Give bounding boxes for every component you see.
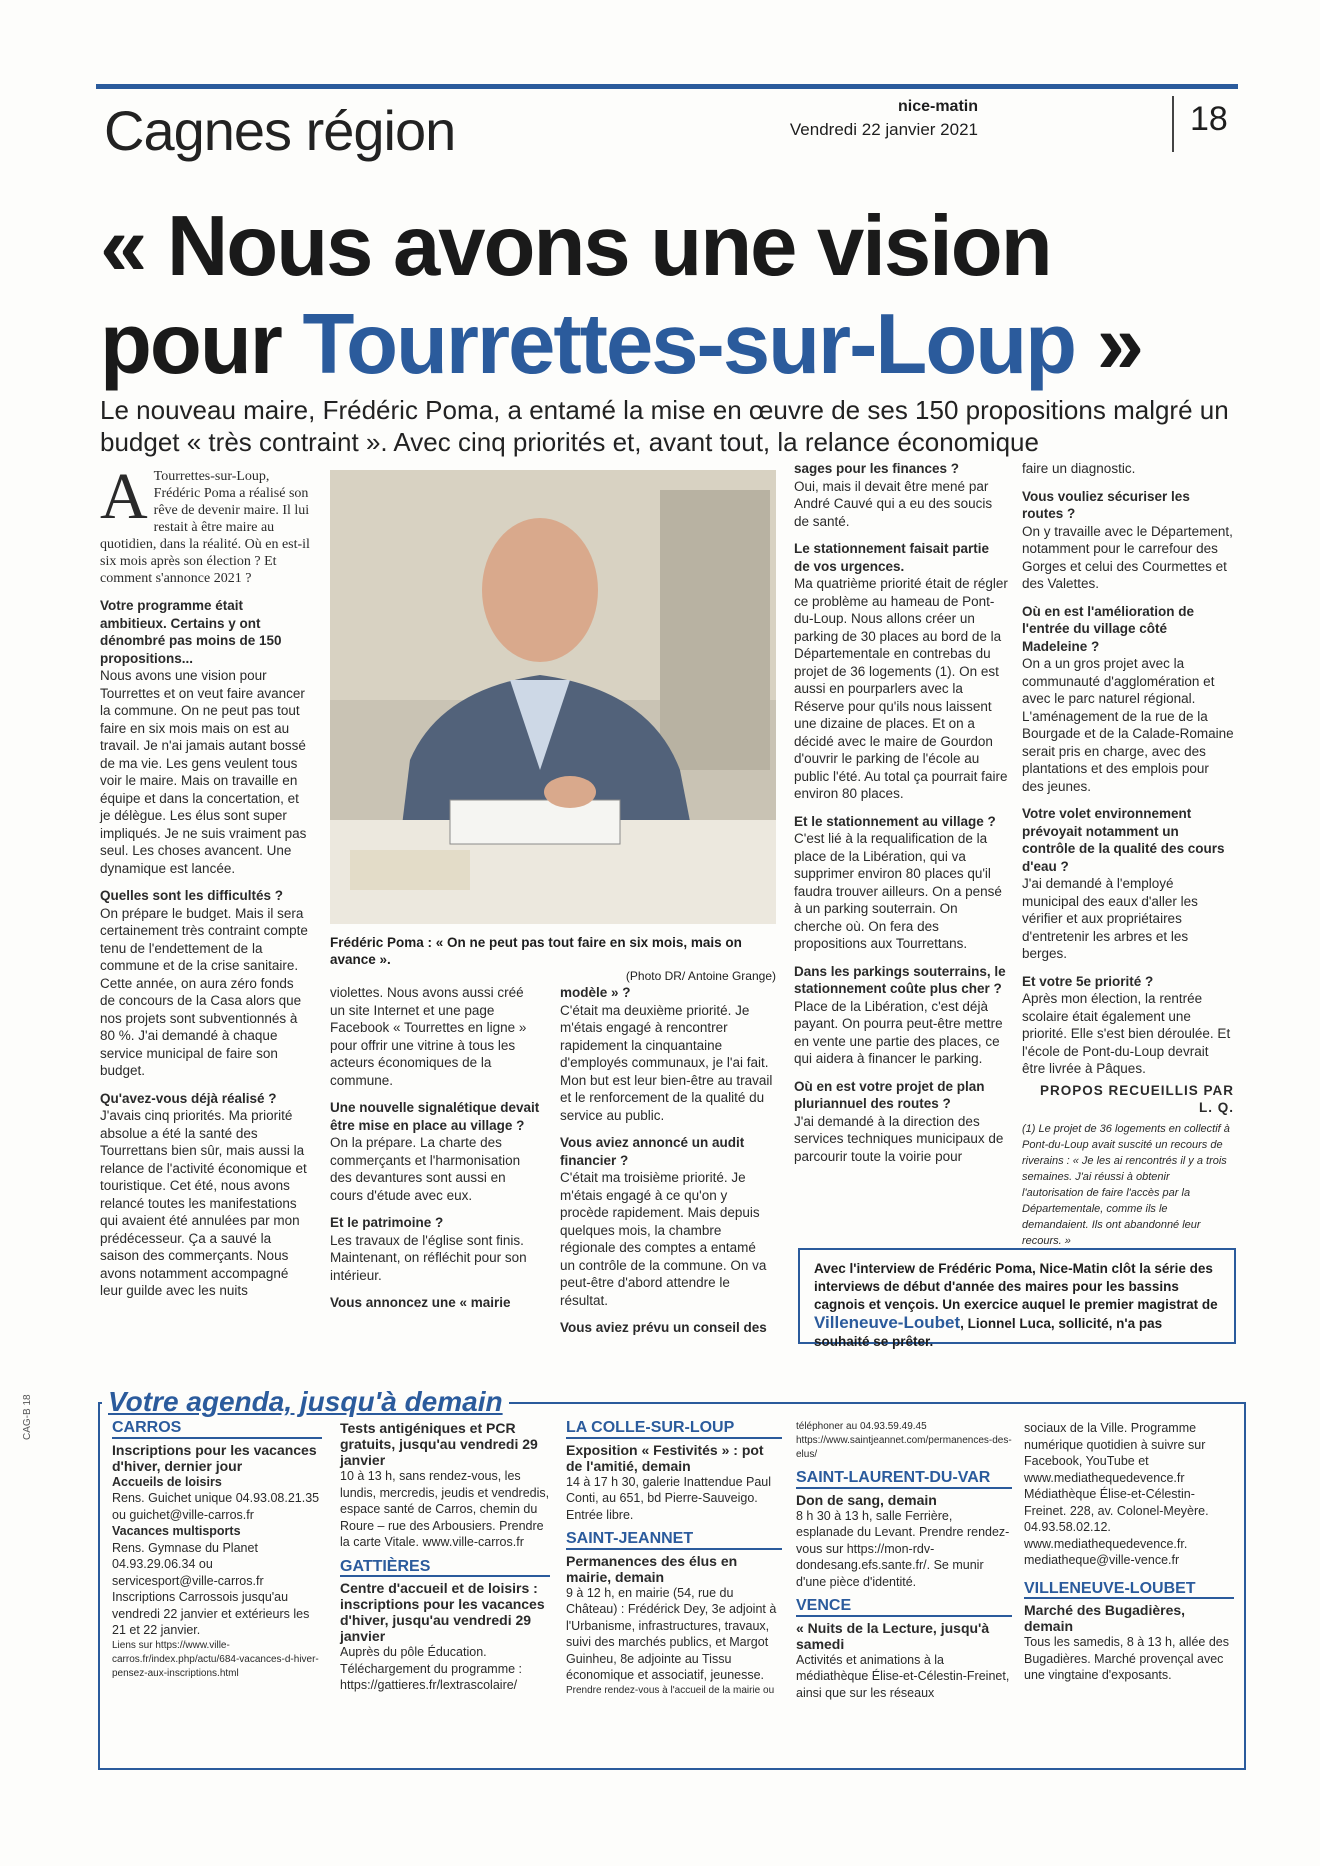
answer: C'était ma troisième priorité. Je m'étais engagé à ce qu'on y procède rapidement. Mais depuis quelques mois, la chambre régionale des comptes a entamé un contrôle de la commune. On va peut-être d'abord attendre le résultat.	[560, 1170, 767, 1308]
answer: On a un gros projet avec la communauté d'agglomération et avec le parc naturel régional. L'aménagement de la rue de la Bourgade et de la Calade-Romaine serait pris en charge, avec des plantations et des emplois pour des jeunes.	[1022, 656, 1234, 794]
question: Où en est l'amélioration de l'entrée du village côté Madeleine ?	[1022, 603, 1194, 654]
agenda-event: Centre d'accueil et de loisirs : inscriptions pour les vacances d'hiver, jusqu'au vendredi 29 janvier	[340, 1580, 545, 1644]
answer: Après mon élection, la rentrée scolaire était également une priorité. Elle s'est bien déroulée. Et l'école de Pont-du-Loup devrait être livrée à Pâques.	[1022, 991, 1231, 1076]
qa-block	[560, 1134, 774, 1309]
question: Vous aviez annoncé un audit financier ?	[560, 1135, 745, 1168]
headline-line-2	[100, 296, 1142, 394]
answer-continued: faire un diagnostic.	[1022, 461, 1136, 476]
qa-block	[100, 1090, 312, 1300]
header-divider	[1172, 96, 1174, 152]
answer: Les travaux de l'église sont finis. Maintenant, on réfléchit pour son intérieur.	[330, 1232, 527, 1283]
footnote: (1) Le projet de 36 logements en collectif à Pont-du-Loup avait suscité un recours de riverains : « Je les ai rencontrés il y a trois semaines. J'ai réussi à obtenir l'autorisation de faire l'accès par la Départementale, comme ils le demandaient. Ils ont abandonné leur recours. »	[1022, 1122, 1230, 1247]
agenda-column-2	[340, 1420, 550, 1694]
qa-block	[100, 597, 312, 877]
drop-cap: A	[100, 460, 148, 533]
headline-town: Tourrettes-sur-Loup	[302, 297, 1076, 392]
answer: Nous avons une vision pour Tourrettes et on veut faire avancer la commune. On ne peut pas tout faire en six mois mais on est au travail. Je n'ai jamais autant bossé de ma vie. Les gens veulent tous voir le maire. Mais on travaille en équipe et dans la concertation, et je délègue. Les élus sont super impliqués. Je ne suis vraiment pas seul. Les choses avancent. Une dynamique est lancée.	[100, 668, 307, 876]
question: Votre programme était ambitieux. Certains y ont dénombré pas moins de 150 propositions...	[100, 598, 282, 666]
agenda-event: Inscriptions pour les vacances d'hiver, dernier jour	[112, 1441, 317, 1474]
agenda-town: VILLENEUVE-LOUBET	[1024, 1581, 1234, 1600]
agenda-town: GATTIÈRES	[340, 1559, 550, 1578]
answer: J'ai demandé à l'employé municipal des eaux d'aller les vérifier et aux propriétaires d'entretenir les arbres et les berges.	[1022, 876, 1198, 961]
agenda-small-text: Prendre rendez-vous à l'accueil de la mairie ou	[566, 1684, 775, 1696]
qa-block	[1022, 973, 1234, 1078]
agenda-column-5	[1024, 1420, 1234, 1684]
question: Vous aviez prévu un conseil des	[560, 1320, 767, 1335]
qa-block	[1022, 805, 1234, 963]
question: sages pour les finances ?	[794, 461, 960, 476]
agenda-town: VENCE	[796, 1598, 1012, 1617]
article-column-2	[330, 984, 540, 1322]
qa-block	[794, 963, 1008, 1068]
qa-block	[1022, 488, 1234, 593]
answer: On la prépare. La charte des commerçants et l'harmonisation des devantures sont aussi en cours d'étude avec eux.	[330, 1135, 521, 1203]
qa-block	[560, 1319, 774, 1337]
question: modèle » ?	[560, 985, 631, 1000]
agenda-column-4	[796, 1420, 1012, 1701]
section-title: Cagnes région	[104, 99, 456, 162]
agenda-subtitle: Vacances multisports	[112, 1524, 241, 1538]
article-column-4	[794, 460, 1008, 1175]
qa-block	[560, 984, 774, 1124]
top-rule	[96, 84, 1238, 89]
question: Et votre 5e priorité ?	[1022, 973, 1154, 989]
newspaper-name: nice-matin	[897, 98, 978, 115]
series-note-box	[798, 1248, 1236, 1349]
agenda-column-3	[566, 1420, 782, 1698]
qa-block	[330, 1214, 540, 1284]
headline-suffix: »	[1075, 297, 1142, 392]
headline-line-1: « Nous avons une vision	[100, 199, 1051, 294]
agenda-text: Rens. Gymnase du Planet 04.93.29.06.34 ou servicesport@ville-carros.fr Inscriptions Carrossois jusqu'au vendredi 22 janvier et extérieurs les 21 et 22 janvier.	[112, 1540, 310, 1637]
question: Et le stationnement au village ?	[794, 813, 996, 829]
agenda-text: 14 à 17 h 30, galerie Inattendue Paul Conti, au 651, bd Pierre-Sauveigo. Entrée libre.	[566, 1474, 772, 1522]
answer: Place de la Libération, c'est déjà payant. On pourra peut-être mettre en vente une partie des places, ce qui aidera à financer le parking.	[794, 998, 1003, 1066]
answer: J'avais cinq priorités. Ma priorité absolue a été la santé des Tourrettans bien sûr, mais aussi la relance de l'activité économique et touristique. Cet été, nous avons relancé toutes les manifestations qui avaient été annulées par mon prédécesseur. Ça a sauvé la saison des commerçants. Nous avons notamment accompagné leur guilde avec les nuits	[100, 1108, 307, 1298]
answer: C'est lié à la requalification de la place de la Libération, qui va supprimer environ 80 places qu'il faudra trouver ailleurs. On a pensé à un parking souterrain. On cherche où. On fera des propositions aux Tourrettans.	[794, 831, 1002, 951]
answer: On y travaille avec le Département, notamment pour le carrefour des Gorges et celui des Courmettes et des Valettes.	[1022, 523, 1233, 591]
question: Une nouvelle signalétique devait être mise en place au village ?	[330, 1100, 540, 1133]
caption-text: Frédéric Poma : « On ne peut pas tout faire en six mois, mais on avance ».	[330, 935, 742, 967]
answer: Ma quatrième priorité était de régler ce problème au hameau de Pont-du-Loup. Nous allons créer un parking de 30 places au bord de la Départementale en contrebas du projet de 36 logements (1). On est aussi en pourparlers avec la Réserve pour qu'ils nous laissent une dizaine de places. Et on a décidé avec le maire de Gourdon d'ouvrir le parking de l'école au public l'été. Au total ça pourrait faire environ 80 places.	[794, 576, 1008, 801]
question: Où en est votre projet de plan pluriannuel des routes ?	[794, 1078, 985, 1111]
question: Dans les parkings souterrains, le stationnement coûte plus cher ?	[794, 963, 1006, 996]
qa-block	[794, 540, 1008, 803]
agenda-text: 8 h 30 à 13 h, salle Ferrière, esplanade du Levant. Prendre rendez-vous sur https://mon-rdv-dondesang.efs.sante.fr/. Se munir d'une pièce d'identité.	[796, 1508, 1010, 1589]
answer: On prépare le budget. Mais il sera certainement très contraint compte tenu de l'endettement de la commune et de la crise sanitaire. Cette année, on aura zéro fonds de concours de la Casa alors que nos projets sont subventionnés à 80 %. J'ai demandé à chaque service municipal de faire son budget.	[100, 905, 308, 1078]
photo-caption	[330, 934, 776, 985]
question: Et le patrimoine ?	[330, 1215, 444, 1230]
box-town: Villeneuve-Loubet	[814, 1313, 961, 1332]
article-column-5	[1022, 460, 1234, 1259]
box-text: Avec l'interview de Frédéric Poma, Nice-Matin clôt la série des interviews de début d'année des maires pour les bassins cagnois et vençois. Un exercice auquel le premier magistrat de	[814, 1261, 1218, 1312]
agenda-column-1	[112, 1420, 322, 1681]
standfirst: Le nouveau maire, Frédéric Poma, a entamé la mise en œuvre de ses 150 propositions malgré un budget « très contraint ». Avec cinq priorités et, avant tout, la relance économique	[100, 395, 1229, 457]
agenda-text: Activités et animations à la médiathèque Élise-et-Célestin-Freinet, ainsi que sur les réseaux	[796, 1652, 1010, 1700]
agenda-text: 9 à 12 h, en mairie (54, rue du Château) : Frédérick Dey, 3e adjoint à l'Urbanisme, infrastructures, travaux, suivi des marchés publics, et Margot Guinheu, 8e adjointe au Tissu économique et associatif, jeunesse.	[566, 1585, 777, 1682]
agenda-event: Don de sang, demain	[796, 1491, 937, 1508]
mayor-photo-illustration	[330, 470, 776, 924]
intro-text: Tourrettes-sur-Loup, Frédéric Poma a réalisé son rêve de devenir maire. Il lui restait à être maire au quotidien, dans la réalité. Où en est-il six mois après son élection ? Et comment s'annonce 2021 ?	[100, 469, 310, 586]
qa-block	[794, 460, 1008, 530]
photo-credit: (Photo DR/ Antoine Grange)	[625, 969, 776, 983]
qa-block	[330, 1294, 540, 1312]
margin-code: CAG-B 18	[22, 1394, 33, 1440]
qa-block	[1022, 603, 1234, 796]
question: Votre volet environnement prévoyait notamment un contrôle de la qualité des cours d'eau ?	[1022, 806, 1225, 874]
agenda-subtitle: Accueils de loisirs	[112, 1474, 222, 1489]
agenda-town: CARROS	[112, 1420, 322, 1439]
page-number: 18	[1190, 100, 1228, 138]
qa-block	[330, 1099, 540, 1204]
agenda-town: SAINT-LAURENT-DU-VAR	[796, 1470, 1012, 1489]
agenda-event: Tests antigéniques et PCR gratuits, jusqu'au vendredi 29 janvier	[340, 1420, 538, 1468]
agenda-text: Tous les samedis, 8 à 13 h, allée des Bugadières. Marché provençal avec une vingtaine d'exposants.	[1024, 1635, 1229, 1682]
issue-date: Vendredi 22 janvier 2021	[789, 120, 978, 139]
agenda-town: SAINT-JEANNET	[566, 1531, 782, 1550]
answer-continued: violettes. Nous avons aussi créé un site Internet et une page Facebook « Tourrettes en ligne » pour offrir une vitrine à tous les acteurs économiques de la commune.	[330, 985, 527, 1088]
box-text-end: , Lionnel Luca, sollicité, n'a pas souhaité se prêter.	[814, 1316, 1163, 1349]
byline: PROPOS RECUEILLIS PAR L. Q.	[1039, 1082, 1234, 1115]
article-column-3	[560, 984, 774, 1347]
agenda-text: Rens. Guichet unique 04.93.08.21.35 ou guichet@ville-carros.fr	[112, 1491, 320, 1522]
answer: J'ai demandé à la direction des services techniques municipaux de parcourir toute la voirie pour	[794, 1113, 1004, 1164]
agenda-small-text: téléphoner au 04.93.59.49.45 https://www.saintjeannet.com/permanences-des-elus/	[796, 1421, 1012, 1460]
agenda-event: « Nuits de la Lecture, jusqu'à samedi	[796, 1619, 990, 1652]
agenda-text: 10 à 13 h, sans rendez-vous, les lundis, mercredis, jeudis et vendredis, espace santé de Carros, chemin du Roure – rue des Arbousiers. Prendre la carte Vitale. www.ville-carros.fr	[340, 1469, 550, 1549]
qa-block	[100, 887, 312, 1080]
article-column-1	[100, 460, 312, 1310]
agenda-event: Exposition « Festivités » : pot de l'amitié, demain	[566, 1441, 764, 1474]
question: Qu'avez-vous déjà réalisé ?	[100, 1090, 277, 1106]
answer: Oui, mais il devait être mené par André Cauvé qui a eu des soucis de santé.	[794, 478, 993, 529]
agenda-title: Votre agenda, jusqu'à demain	[102, 1386, 509, 1418]
qa-block	[794, 813, 1008, 953]
mayor-photo	[330, 470, 776, 924]
intro-paragraph	[100, 460, 312, 587]
headline-prefix: pour	[100, 297, 303, 392]
agenda-text: Auprès du pôle Éducation. Téléchargement du programme : https://gattieres.fr/lextrascolaire/	[340, 1645, 523, 1692]
question: Le stationnement faisait partie de vos urgences.	[794, 541, 990, 574]
question: Vous vouliez sécuriser les routes ?	[1022, 488, 1190, 521]
question: Quelles sont les difficultés ?	[100, 888, 284, 903]
agenda-text: sociaux de la Ville. Programme numérique quotidien à suivre sur Facebook, YouTube et www.mediathequedevence.fr Médiathèque Élise-et-Célestin-Freinet. 228, av. Colonel-Meyère. 04.93.58.02.12. www.mediathequedevence.fr. mediatheque@ville-vence.fr	[1024, 1421, 1209, 1567]
agenda-town: LA COLLE-SUR-LOUP	[566, 1420, 782, 1439]
answer: C'était ma deuxième priorité. Je m'étais engagé à rencontrer rapidement la cinquantaine d'employés communaux, je l'ai fait. Mon but est leur bien-être au travail et le renforcement de la qualité du service au public.	[560, 1002, 773, 1123]
question: Vous annoncez une « mairie	[330, 1295, 511, 1310]
agenda-link: Liens sur https://www.ville-carros.fr/index.php/actu/684-vacances-d-hiver-pensez-aux-inscriptions.html	[112, 1639, 319, 1679]
agenda-event: Permanences des élus en mairie, demain	[566, 1552, 738, 1585]
agenda-event: Marché des Bugadières, demain	[1024, 1602, 1186, 1634]
qa-block	[794, 1078, 1008, 1166]
